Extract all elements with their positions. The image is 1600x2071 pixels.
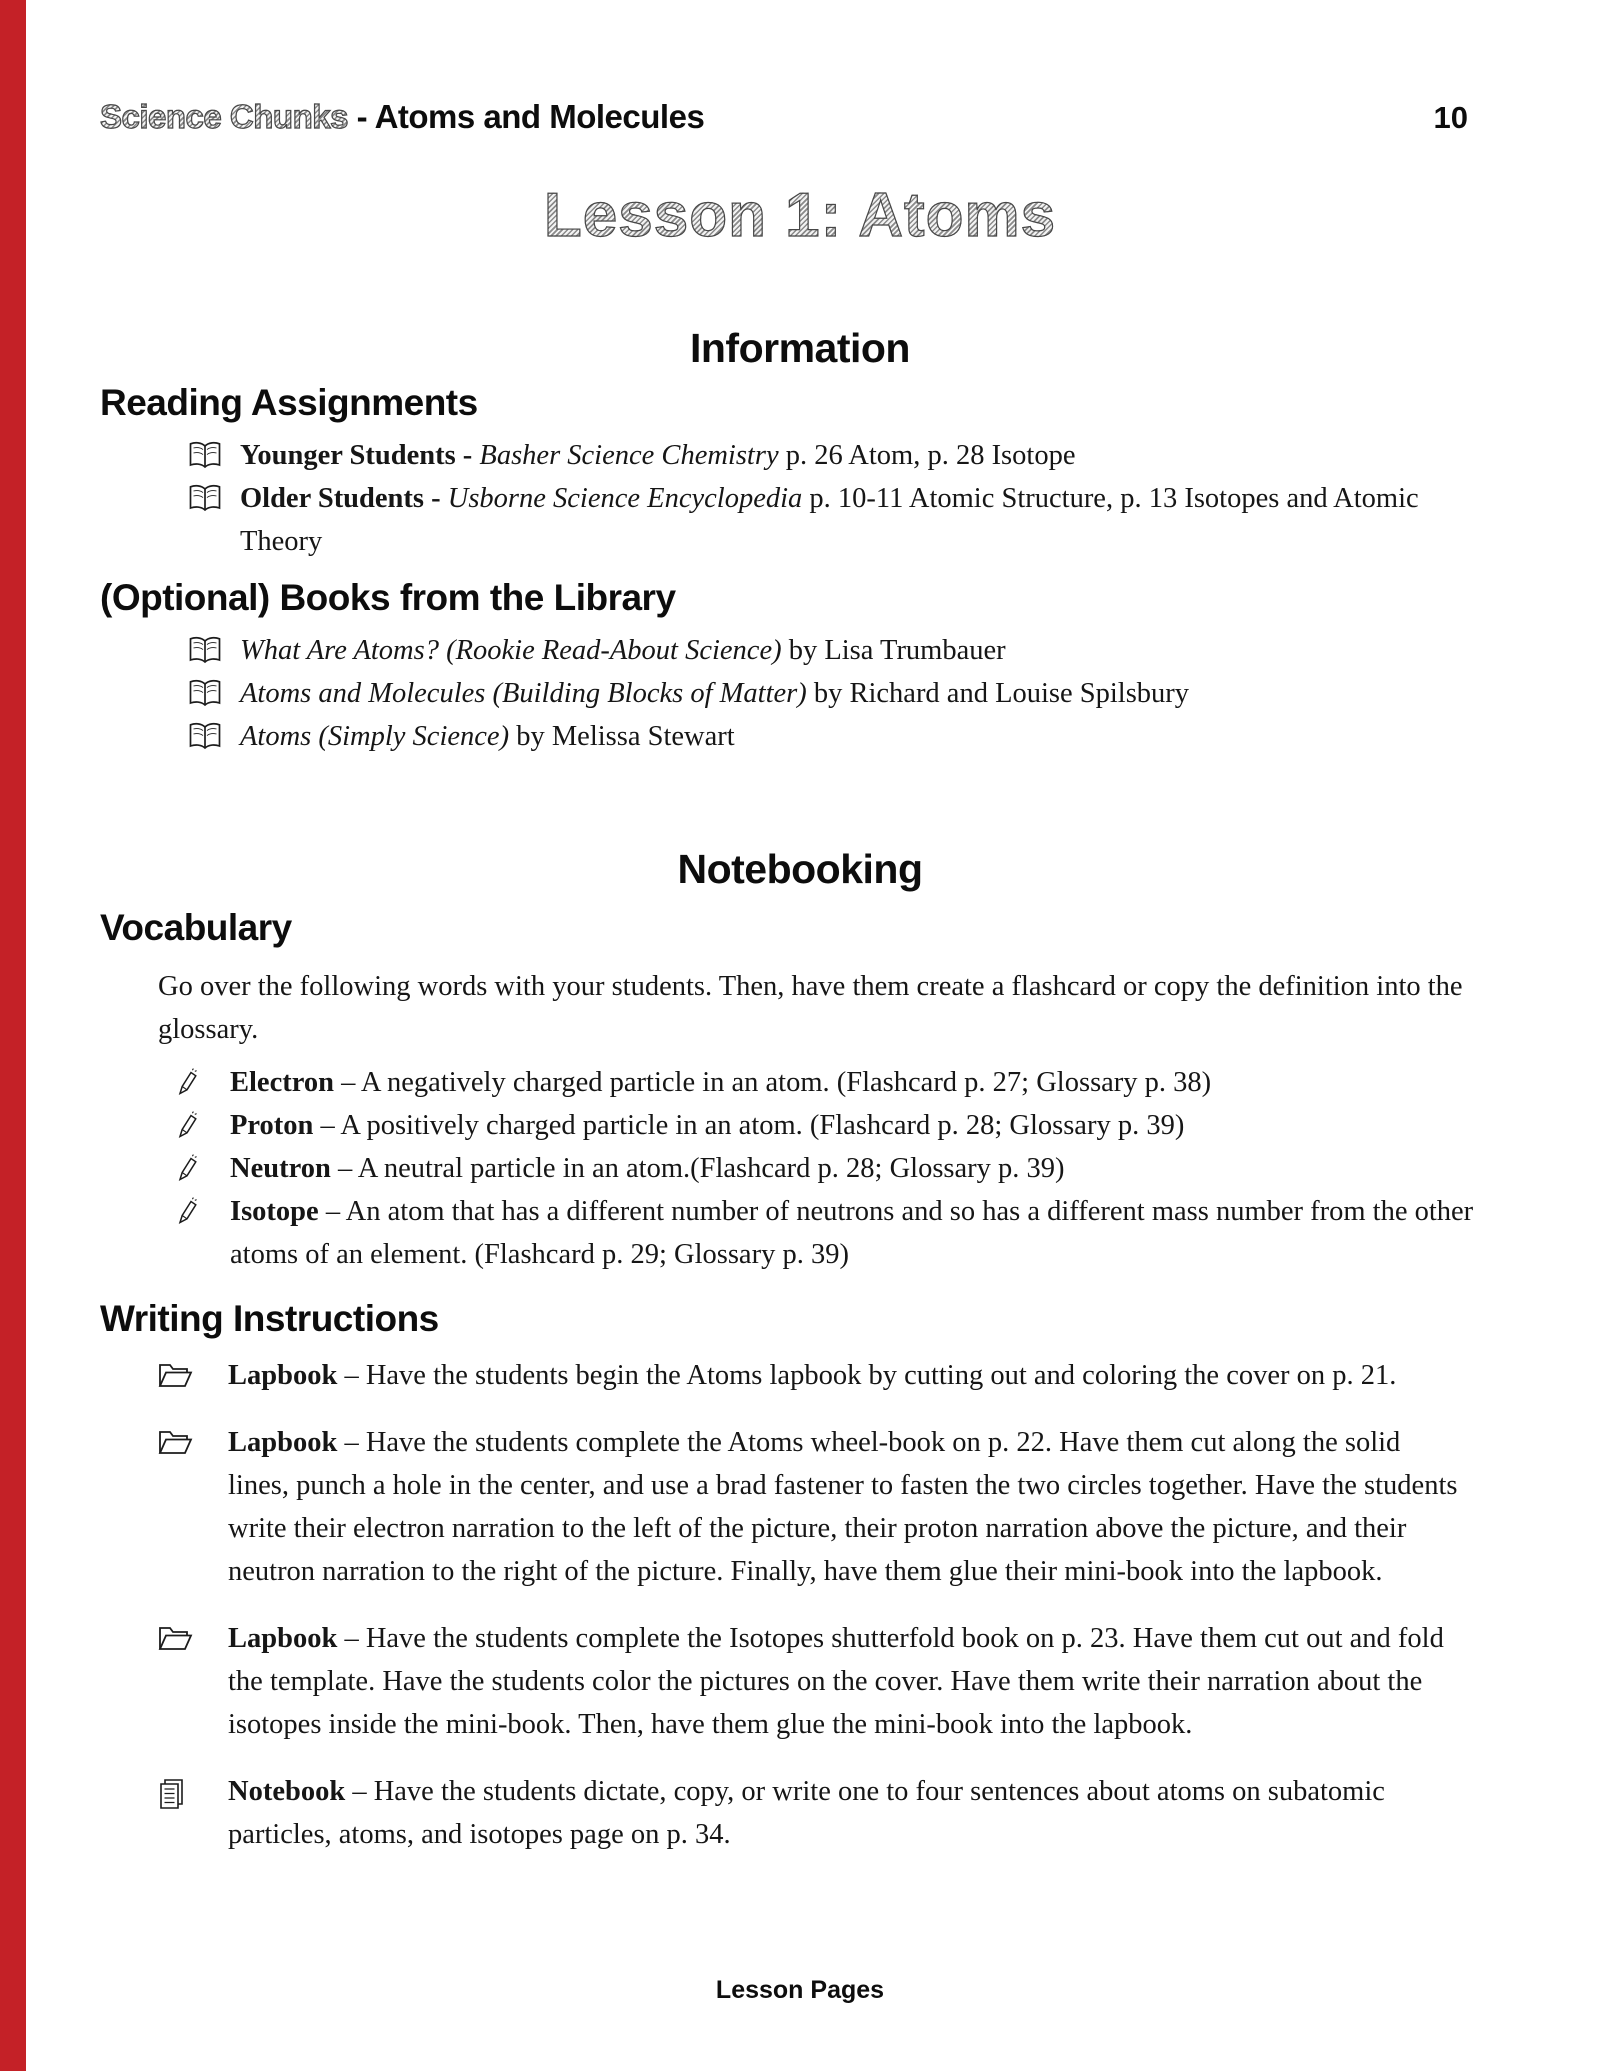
item-lead: Lapbook (228, 1427, 338, 1458)
vocab-term: Electron (230, 1067, 334, 1098)
list-item (0, 1061, 1600, 1104)
vocab-definition: – A positively charged particle in an atom. (Flashcard p. 28; Glossary p. 39) (313, 1110, 1185, 1141)
writing-instructions-list (0, 1354, 1600, 1856)
item-text: – Have the students begin the Atoms lapbook by cutting out and coloring the cover on p. 21. (337, 1360, 1397, 1391)
list-item (0, 1770, 1600, 1856)
sub-heading-reading-assignments: Reading Assignments (100, 382, 478, 423)
item-rest: p. 26 Atom, p. 28 Isotope (778, 440, 1076, 471)
book-icon (188, 721, 222, 751)
book-icon (188, 440, 222, 470)
vocab-definition: – A neutral particle in an atom.(Flashcard p. 28; Glossary p. 39) (330, 1153, 1065, 1184)
section-heading-information: Information (690, 325, 910, 371)
reading-assignments-list (0, 434, 1600, 563)
page-header (0, 0, 1600, 136)
library-books-list (0, 629, 1600, 758)
item-book-title: Atoms and Molecules (Building Blocks of Matter) (240, 678, 807, 709)
pencil-icon (174, 1068, 198, 1096)
brand-name: Science Chunks (100, 98, 348, 135)
footer-label: Lesson Pages (715, 1976, 885, 2004)
vocab-term: Isotope (230, 1196, 319, 1227)
folder-icon (156, 1360, 194, 1390)
vocabulary-list (0, 1061, 1600, 1276)
list-item (0, 1147, 1600, 1190)
sub-heading-writing-instructions: Writing Instructions (100, 1298, 439, 1339)
list-item (0, 715, 1600, 758)
lesson-title: Lesson 1: Atoms (0, 180, 1600, 251)
item-lead: Lapbook (228, 1360, 338, 1391)
item-text: – Have the students dictate, copy, or write one to four sentences about atoms on subatomic particles, atoms, and isotopes page on p. 34. (228, 1776, 1385, 1850)
item-text: – Have the students complete the Atoms wheel-book on p. 22. Have them cut along the solid lines, punch a hole in the center, and use a brad fastener to fasten the two circles together. Have the students write their electron narration to the left of the picture, their proton narration above the picture, and their neutron narration to the right of the picture. Finally, have them glue their mini-book into the lapbook. (228, 1427, 1458, 1587)
page-edge-accent-stripe (0, 0, 26, 2071)
book-icon (188, 635, 222, 665)
vocab-definition: – An atom that has a different number of neutrons and so has a different mass number from the other atoms of an element. (Flashcard p. 29; Glossary p. 39) (230, 1196, 1474, 1270)
list-item (0, 629, 1600, 672)
vocabulary-intro: Go over the following words with your students. Then, have them create a flashcard or copy the definition into the glossary. (158, 971, 1463, 1045)
vocab-definition: – A negatively charged particle in an atom. (Flashcard p. 27; Glossary p. 38) (333, 1067, 1212, 1098)
item-book-title: Usborne Science Encyclopedia (447, 483, 803, 514)
folder-icon (156, 1623, 194, 1653)
list-item (0, 1190, 1600, 1276)
pencil-icon (174, 1154, 198, 1182)
section-heading-notebooking: Notebooking (677, 846, 923, 892)
item-dash: - (455, 440, 480, 471)
list-item (0, 1617, 1600, 1746)
item-lead: Notebook (228, 1776, 346, 1807)
pencil-icon (174, 1111, 198, 1139)
notebook-icon (156, 1776, 186, 1810)
list-item (0, 672, 1600, 715)
item-lead: Older Students (240, 483, 424, 514)
item-book-title: What Are Atoms? (Rookie Read-About Science) (240, 635, 782, 666)
item-rest: p. 10-11 Atomic Structure, p. 13 Isotopes and Atomic Theory (240, 483, 1419, 557)
pencil-icon (174, 1197, 198, 1225)
list-item (0, 434, 1600, 477)
list-item (0, 1354, 1600, 1397)
list-item (0, 1421, 1600, 1593)
item-text: – Have the students complete the Isotopes shutterfold book on p. 23. Have them cut out and fold the template. Have the students color the pictures on the cover. Have them write their narration about the isotopes inside the mini-book. Then, have them glue the mini-book into the lapbook. (228, 1623, 1444, 1740)
vocab-term: Neutron (230, 1153, 331, 1184)
item-book-title: Basher Science Chemistry (479, 440, 779, 471)
book-icon (188, 678, 222, 708)
list-item (0, 1104, 1600, 1147)
item-book-title: Atoms (Simply Science) (240, 721, 510, 752)
book-title: Atoms and Molecules (374, 98, 705, 135)
folder-icon (156, 1427, 194, 1457)
item-rest: by Richard and Louise Spilsbury (806, 678, 1190, 709)
item-lead: Younger Students (240, 440, 456, 471)
item-lead: Lapbook (228, 1623, 338, 1654)
header-divider: - (356, 98, 368, 135)
item-rest: by Lisa Trumbauer (781, 635, 1006, 666)
item-rest: by Melissa Stewart (509, 721, 735, 752)
book-icon (188, 483, 222, 513)
list-item (0, 477, 1600, 563)
sub-heading-library-books: (Optional) Books from the Library (100, 577, 676, 618)
vocab-term: Proton (230, 1110, 314, 1141)
item-dash: - (423, 483, 448, 514)
page-number: 10 (1433, 100, 1468, 135)
sub-heading-vocabulary: Vocabulary (100, 907, 292, 948)
header-title (100, 98, 704, 136)
